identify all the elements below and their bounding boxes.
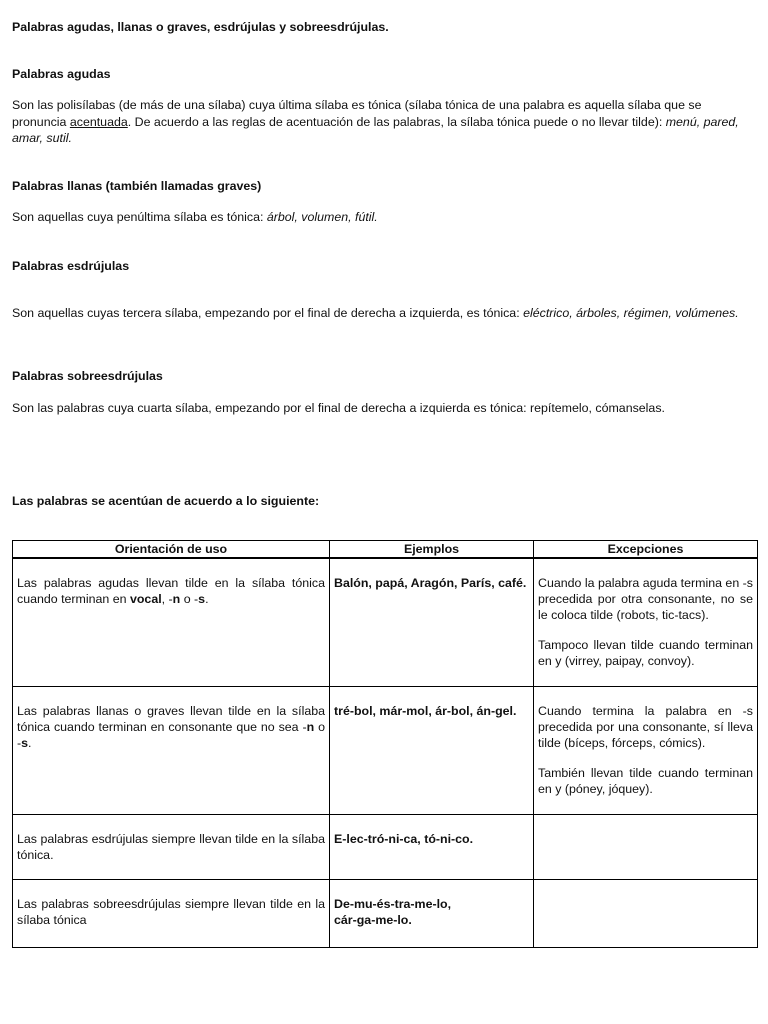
exceptions-cell (534, 687, 758, 815)
orientation-text: o - (17, 720, 326, 750)
examples-line: cár-ga-me-lo. (334, 913, 412, 927)
column-header-examples: Ejemplos (330, 541, 534, 559)
paragraph-llanas (12, 209, 756, 226)
page-title: Palabras agudas, llanas o graves, esdrújulas y sobreesdrújulas. (12, 20, 389, 34)
orientation-bold: n (306, 720, 315, 734)
examples-line: De-mu-és-tra-me-lo, (334, 897, 452, 911)
acentuada-link[interactable]: acentuada (69, 114, 128, 129)
table-row (13, 880, 758, 948)
heading-llanas: Palabras llanas (también llamadas graves) (12, 179, 262, 193)
exception-text: Tampoco llevan tilde cuando terminan en y (virrey, paipay, convoy). (538, 638, 753, 668)
exception-text: También llevan tilde cuando terminan en y (póney, jóquey). (538, 766, 753, 796)
column-header-orientation: Orientación de uso (13, 541, 330, 559)
orientation-text: Las palabras agudas llevan tilde en la sílaba tónica cuando terminan en (17, 576, 325, 606)
llanas-examples: árbol, volumen, fútil. (266, 210, 378, 224)
table-header-row (13, 541, 758, 559)
paragraph-agudas (12, 97, 756, 147)
accent-rules-table (12, 540, 758, 948)
paragraph-esdrujulas (12, 305, 756, 322)
orientation-text: Las palabras llanas o graves llevan tilde en la sílaba tónica cuando terminan en consonante que no sea - (17, 704, 325, 734)
heading-agudas: Palabras agudas (12, 67, 111, 81)
orientation-cell (13, 687, 330, 815)
exception-text: Cuando la palabra aguda termina en -s precedida por otra consonante, no se le coloca tilde (robots, tic-tacs). (538, 576, 753, 622)
orientation-text: . (28, 736, 32, 750)
examples-cell: Balón, papá, Aragón, París, café. (330, 558, 534, 687)
examples-cell: tré-bol, már-mol, ár-bol, án-gel. (330, 687, 534, 815)
orientation-text: o - (180, 592, 199, 606)
agudas-text-1: Son las polisílabas (de más de una sílaba) cuya última sílaba es tónica (sílaba tónica de una palabra es aquella sílaba que se pronuncia (12, 98, 702, 129)
agudas-text-2: . De acuerdo a las reglas de acentuación de las palabras, la sílaba tónica puede o no llevar tilde): (127, 114, 666, 129)
table-row (13, 687, 758, 815)
paragraph-sobreesdrujulas: Son las palabras cuya cuarta sílaba, empezando por el final de derecha a izquierda es tónica: repítemelo, cómanselas. (12, 401, 665, 415)
orientation-text: , - (161, 592, 173, 606)
table-row (13, 558, 758, 687)
orientation-bold: n (172, 592, 181, 606)
column-header-exceptions: Excepciones (534, 541, 758, 559)
orientation-cell: Las palabras sobreesdrújulas siempre llevan tilde en la sílaba tónica (13, 880, 330, 948)
exceptions-cell (534, 815, 758, 880)
examples-cell (330, 880, 534, 948)
agudas-examples: menú, pared, amar, sutil. (12, 114, 739, 145)
esdrujulas-text: Son aquellas cuyas tercera sílaba, empezando por el final de derecha a izquierda, es tónica: (12, 306, 524, 320)
orientation-bold: s (198, 592, 206, 606)
orientation-text: . (205, 592, 209, 606)
esdrujulas-examples: eléctrico, árboles, régimen, volúmenes. (523, 306, 739, 320)
orientation-bold: s (21, 736, 29, 750)
rules-heading: Las palabras se acentúan de acuerdo a lo siguiente: (12, 494, 320, 508)
exceptions-cell (534, 880, 758, 948)
orientation-cell (13, 558, 330, 687)
heading-esdrujulas: Palabras esdrújulas (12, 259, 130, 273)
exceptions-cell (534, 558, 758, 687)
heading-sobreesdrujulas: Palabras sobreesdrújulas (12, 369, 163, 383)
llanas-text: Son aquellas cuya penúltima sílaba es tónica: (12, 210, 267, 224)
orientation-cell: Las palabras esdrújulas siempre llevan tilde en la sílaba tónica. (13, 815, 330, 880)
examples-cell: E-lec-tró-ni-ca, tó-ni-co. (330, 815, 534, 880)
exception-text: Cuando termina la palabra en -s precedida por una consonante, sí lleva tilde (bíceps, fórceps, cómics). (538, 704, 753, 750)
table-row (13, 815, 758, 880)
orientation-bold: vocal (129, 592, 162, 606)
